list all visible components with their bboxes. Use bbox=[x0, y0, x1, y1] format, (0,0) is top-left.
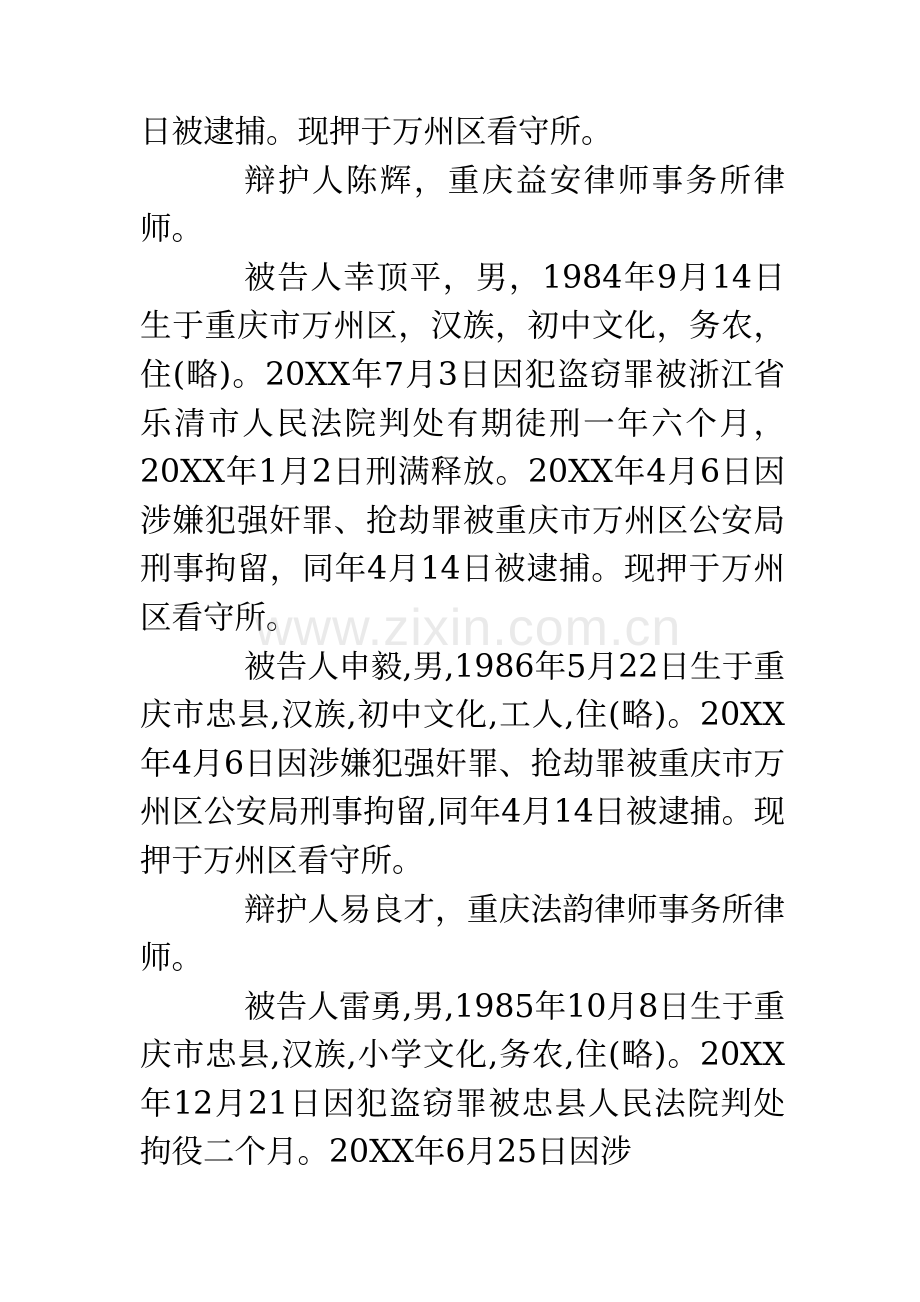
paragraph-defendant-shen-yi: 被告人申毅,男,1986年5月22日生于重庆市忠县,汉族,初中文化,工人,住(略)。20XX年4月6日因涉嫌犯强奸罪、抢劫罪被重庆市万州区公安局刑事拘留,同年4月14日被逮捕。现押于万州区看守所。 bbox=[140, 648, 785, 879]
paragraph-continuation: 日被逮捕。现押于万州区看守所。 bbox=[140, 114, 613, 150]
paragraph-defender-yi-liangcai: 辩护人易良才，重庆法韵律师事务所律师。 bbox=[140, 891, 785, 977]
paragraph-defendant-lei-yong: 被告人雷勇,男,1985年10月8日生于重庆市忠县,汉族,小学文化,务农,住(略)。20XX年12月21日因犯盗窃罪被忠县人民法院判处拘役二个月。20XX年6月25日因涉 bbox=[140, 988, 785, 1171]
paragraph-defender-chen-hui: 辩护人陈辉，重庆益安律师事务所律师。 bbox=[140, 162, 785, 248]
paragraph-defendant-xing-dingping: 被告人幸顶平，男，1984年9月14日生于重庆市万州区，汉族，初中文化，务农，住(略)。20XX年7月3日因犯盗窃罪被浙江省乐清市人民法院判处有期徒刑一年六个月，20XX年1月2日刑满释放。20XX年4月6日因涉嫌犯强奸罪、抢劫罪被重庆市万州区公安局刑事拘留，同年4月14日被逮捕。现押于万州区看守所。 bbox=[140, 259, 785, 636]
watermark: www.zixin.com.cn bbox=[255, 599, 682, 657]
document-body bbox=[140, 108, 785, 1177]
